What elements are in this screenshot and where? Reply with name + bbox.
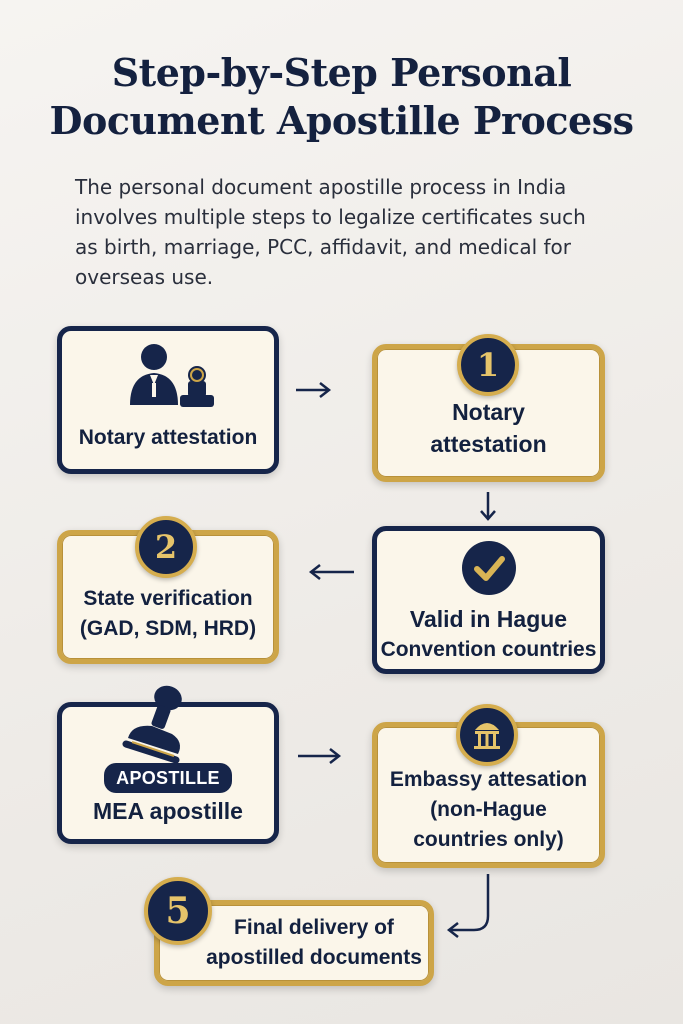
- mea-label: MEA apostille: [93, 798, 243, 824]
- embassy-badge: [456, 704, 518, 766]
- intro-line3: as birth, marriage, PCC, affidavit, and medical for: [75, 235, 571, 259]
- apostille-pill: APOSTILLE: [104, 763, 232, 793]
- stamp-icon: [122, 684, 196, 766]
- arrow-right-icon: [294, 380, 334, 400]
- page-title-line2: Document Apostille Process: [49, 98, 634, 143]
- check-circle-icon: [460, 539, 518, 597]
- arrow-curve-icon: [444, 872, 494, 942]
- intro-line2: involves multiple steps to legalize certificates such: [75, 205, 586, 229]
- step2-line2: (GAD, SDM, HRD): [79, 617, 257, 640]
- notary-icon-card-label: Notary attestation: [78, 426, 258, 449]
- embassy-line3: countries only): [413, 828, 564, 851]
- notary-person-stamp-icon: [118, 341, 218, 417]
- page-title-line1: Step-by-Step Personal: [111, 50, 572, 95]
- step1-line1: Notary: [452, 399, 525, 425]
- valid-hague-card: [372, 526, 605, 674]
- step1-badge: 1: [457, 334, 519, 396]
- step2-badge: 2: [135, 516, 197, 578]
- step2-line1: State verification: [83, 587, 253, 610]
- embassy-line2: (non-Hague: [430, 798, 547, 821]
- arrow-down-icon: [478, 490, 498, 524]
- embassy-building-icon: [470, 718, 504, 752]
- intro-text: [75, 172, 615, 292]
- arrow-right-icon: [296, 746, 344, 766]
- embassy-line1: Embassy attesation: [389, 768, 588, 791]
- arrow-left-icon: [306, 562, 356, 582]
- step5-badge: 5: [144, 877, 212, 945]
- step1-line2: attestation: [430, 431, 547, 457]
- intro-line1: The personal document apostille process in India: [75, 175, 567, 199]
- intro-line4: overseas use.: [75, 265, 214, 289]
- valid-line2: Convention countries: [380, 638, 597, 661]
- step5-line1: Final delivery of: [234, 916, 394, 939]
- notary-icon-card: [57, 326, 279, 474]
- step5-line2: apostilled documents: [206, 946, 422, 969]
- valid-line1: Valid in Hague: [409, 606, 568, 632]
